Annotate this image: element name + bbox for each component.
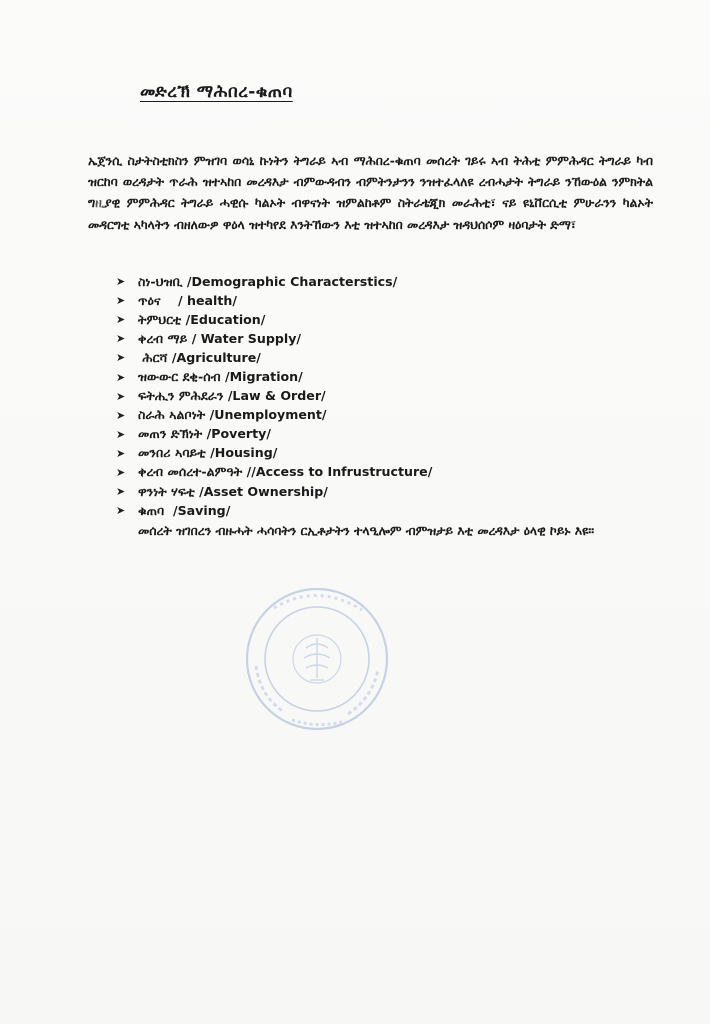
arrowhead-icon: ➤ (116, 294, 126, 308)
topic-item-label: ጥዕና / health/ (138, 292, 237, 308)
topic-item-label: ስነ-ህዝቢ /Demographic Characterstics/ (138, 273, 398, 289)
arrowhead-icon: ➤ (116, 313, 126, 327)
topic-item (116, 348, 432, 367)
topic-item (116, 272, 432, 291)
arrowhead-icon: ➤ (116, 504, 126, 518)
topic-list (116, 272, 432, 520)
document-heading: መድረኽ ማሕበረ-ቁጠባ (140, 82, 293, 102)
topic-item (116, 329, 432, 348)
arrowhead-icon: ➤ (116, 370, 126, 384)
topic-item-label: ስራሕ ኣልቦነት /Unemployment/ (138, 407, 327, 423)
topic-item (116, 387, 432, 406)
intro-paragraph: ኤጀንሲ ስታትስቲክስን ምዝገባ ወሳኒ ኩነትን ትግራይ ኣብ ማሕበረ-ቁጠባ መሰረት ገይሩ ኣብ ትሕቲ ምምሕዳር ትግራይ ካብ ዝርከባ ወረዳታት ጥራሕ ዝተኣከበ መረዳእታ ብምውዳብን ብምትንታንን ንዝተፈላለዩ ረብሓታት ትግራይ ንኸውዕል ንምክትል ግዚያዊ ምምሕዳር ትግራይ ሓዊሱ ካልኦት ብዋናነት ዝምልከቶም ስትራቴጂክ መራሕቲ፣ ናይ ዩኒቨርሲቲ ምሁራንን ካልኦት መዳርግቲ ኣካላትን ብዘለውዎ ዋዕላ ዝተካየደ እንትኸውን እቲ ዝተኣከበ መረዳእታ ዝዳህሰሶም ዛዕባታት ድማ፣ (88, 153, 653, 232)
closing-paragraph: መሰረት ዝገበረን ብዙሓት ሓሳባትን ርኢቶታትን ተላዒሎም ብምዝታይ እቲ መረዳእታ ዕላዊ ኮይኑ እዩ። (138, 523, 595, 538)
topic-item-label: ቁጠባ /Saving/ (138, 502, 231, 518)
arrowhead-icon: ➤ (116, 275, 126, 289)
topic-item-label: መጠን ድኽነት /Poverty/ (138, 426, 271, 442)
arrowhead-icon: ➤ (116, 389, 126, 403)
topic-item (116, 425, 432, 444)
arrowhead-icon: ➤ (116, 408, 126, 422)
topic-item-label: ዋንነት ሃፍቲ /Asset Ownership/ (138, 483, 328, 499)
topic-item (116, 482, 432, 501)
topic-item-label: ቀረብ ማይ / Water Supply/ (138, 330, 302, 346)
topic-item (116, 310, 432, 329)
topic-item (116, 406, 432, 425)
topic-item (116, 463, 432, 482)
topic-item-label: ትምህርቲ /Education/ (138, 311, 266, 327)
topic-item (116, 444, 432, 463)
arrowhead-icon: ➤ (116, 351, 126, 365)
arrowhead-icon: ➤ (116, 332, 126, 346)
arrowhead-icon: ➤ (116, 465, 126, 479)
topic-item (116, 291, 432, 310)
topic-item-label: ቀረብ መሰረተ-ልምዓት //Access to Infrustructure/ (138, 464, 433, 480)
topic-item-label: ሕርሻ /Agriculture/ (138, 349, 261, 365)
topic-item-label: ፍትሒን ምሕደራን /Law & Order/ (138, 388, 326, 404)
arrowhead-icon: ➤ (116, 446, 126, 460)
arrowhead-icon: ➤ (116, 427, 126, 441)
topic-item-label: ዝውውር ደቂ-ሰብ /Migration/ (138, 369, 303, 385)
topic-item (116, 367, 432, 386)
official-seal-icon (244, 586, 390, 732)
arrowhead-icon: ➤ (116, 485, 126, 499)
topic-item-label: መንበሪ ኣባይቲ /Housing/ (138, 445, 278, 461)
topic-item (116, 501, 432, 520)
